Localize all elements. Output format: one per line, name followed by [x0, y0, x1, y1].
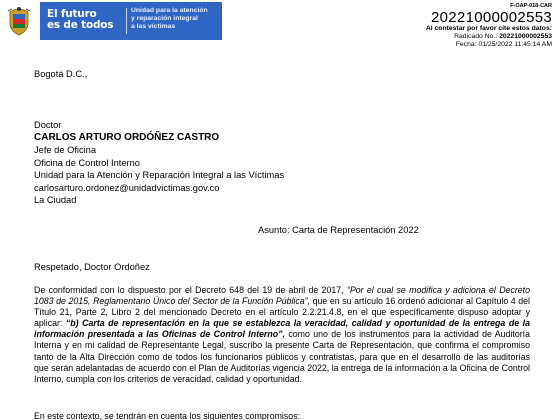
paragraph-part-3: que en su artículo 16 ordenó adicionar al Capítulo 4 del Título 21, Parte 2, Libro 2 del mencionado Decreto en el artículo 2.2.21.4.8, en el que específicamente dispuso adoptar y aplicar:	[34, 296, 530, 329]
context-line: En este contexto, se tendrán en cuenta los siguientes compromisos:	[34, 411, 301, 420]
recipient-name: CARLOS ARTURO ORDÓÑEZ CASTRO	[34, 131, 220, 143]
banner-motto	[47, 9, 113, 31]
coat-of-arms-icon	[6, 6, 32, 36]
entity-line-1: Unidad para la atención	[131, 7, 208, 14]
banner-divider	[126, 8, 127, 34]
banner-entity-name	[131, 7, 221, 31]
motto-line-2: es de todos	[47, 19, 114, 31]
radicado-number-large: 20221000002553	[431, 9, 552, 26]
salutation: Respetado, Doctor Ordoñez	[34, 262, 150, 272]
recipient-entity: Unidad para la Atención y Reparación Integral a las Víctimas	[34, 170, 285, 180]
paragraph-decree-title: “Por el cual se modifica y adiciona el Decreto 1083 de 2015, Reglamentario Único del Sector de la Función Pública”,	[34, 285, 530, 307]
radicado-block	[426, 3, 552, 49]
recipient-role: Jefe de Oficina	[34, 145, 97, 155]
paragraph-quoted-clause: “b) Carta de representación en la que se establezca la veracidad, calidad y oportunidad de la entrega de la información presentada a las Oficinas de Control Interno”,	[34, 318, 530, 340]
subject-line: Asunto: Carta de Representación 2022	[258, 225, 419, 235]
entity-line-3: a las víctimas	[131, 23, 176, 30]
radicado-value: 20221000002553	[499, 33, 552, 40]
recipient-location: La Ciudad	[34, 195, 77, 205]
recipient-title: Doctor	[34, 120, 62, 130]
form-code: F-OAP-018-CAR	[510, 3, 552, 9]
motto-line-1: El futuro	[47, 8, 97, 20]
city-line: Bogotá D.C.,	[34, 69, 88, 79]
paragraph-part-5: como uno de los instrumentos para la actividad de Auditoría Interna y en mi calidad de Representante Legal, suscribo la presente Carta de Representación, que confirma el compromiso tanto de la Alta Dirección como de todos los funcionarios públicos y contratistas, para que en el desarrollo de las auditorías que serán adelantadas de acuerdo con el Plan de Auditorías vigencia 2022, la entrega de la información a la Oficina de Control Interno, cumpla con los criterios de veracidad, calidad y oportunidad.	[34, 329, 530, 384]
radicado-label: Radicado No.:	[454, 33, 498, 40]
radicado-line	[426, 33, 552, 41]
body-paragraph	[34, 285, 530, 385]
fecha-line: Fecha: 01/25/2022 11:45:14 AM	[455, 41, 552, 48]
recipient-address	[34, 119, 284, 207]
entity-line-2: y reparación integral	[131, 15, 198, 22]
brand-banner	[40, 2, 222, 40]
recipient-office: Oficina de Control Interno	[34, 157, 140, 168]
paragraph-part-1: De conformidad con lo dispuesto por el Decreto 648 del 19 de abril de 2017,	[34, 285, 347, 295]
reply-note: Al contestar por favor cite estos datos:	[425, 25, 552, 32]
recipient-email: carlosarturo.ordonez@unidadvictimas.gov.co	[34, 182, 220, 193]
